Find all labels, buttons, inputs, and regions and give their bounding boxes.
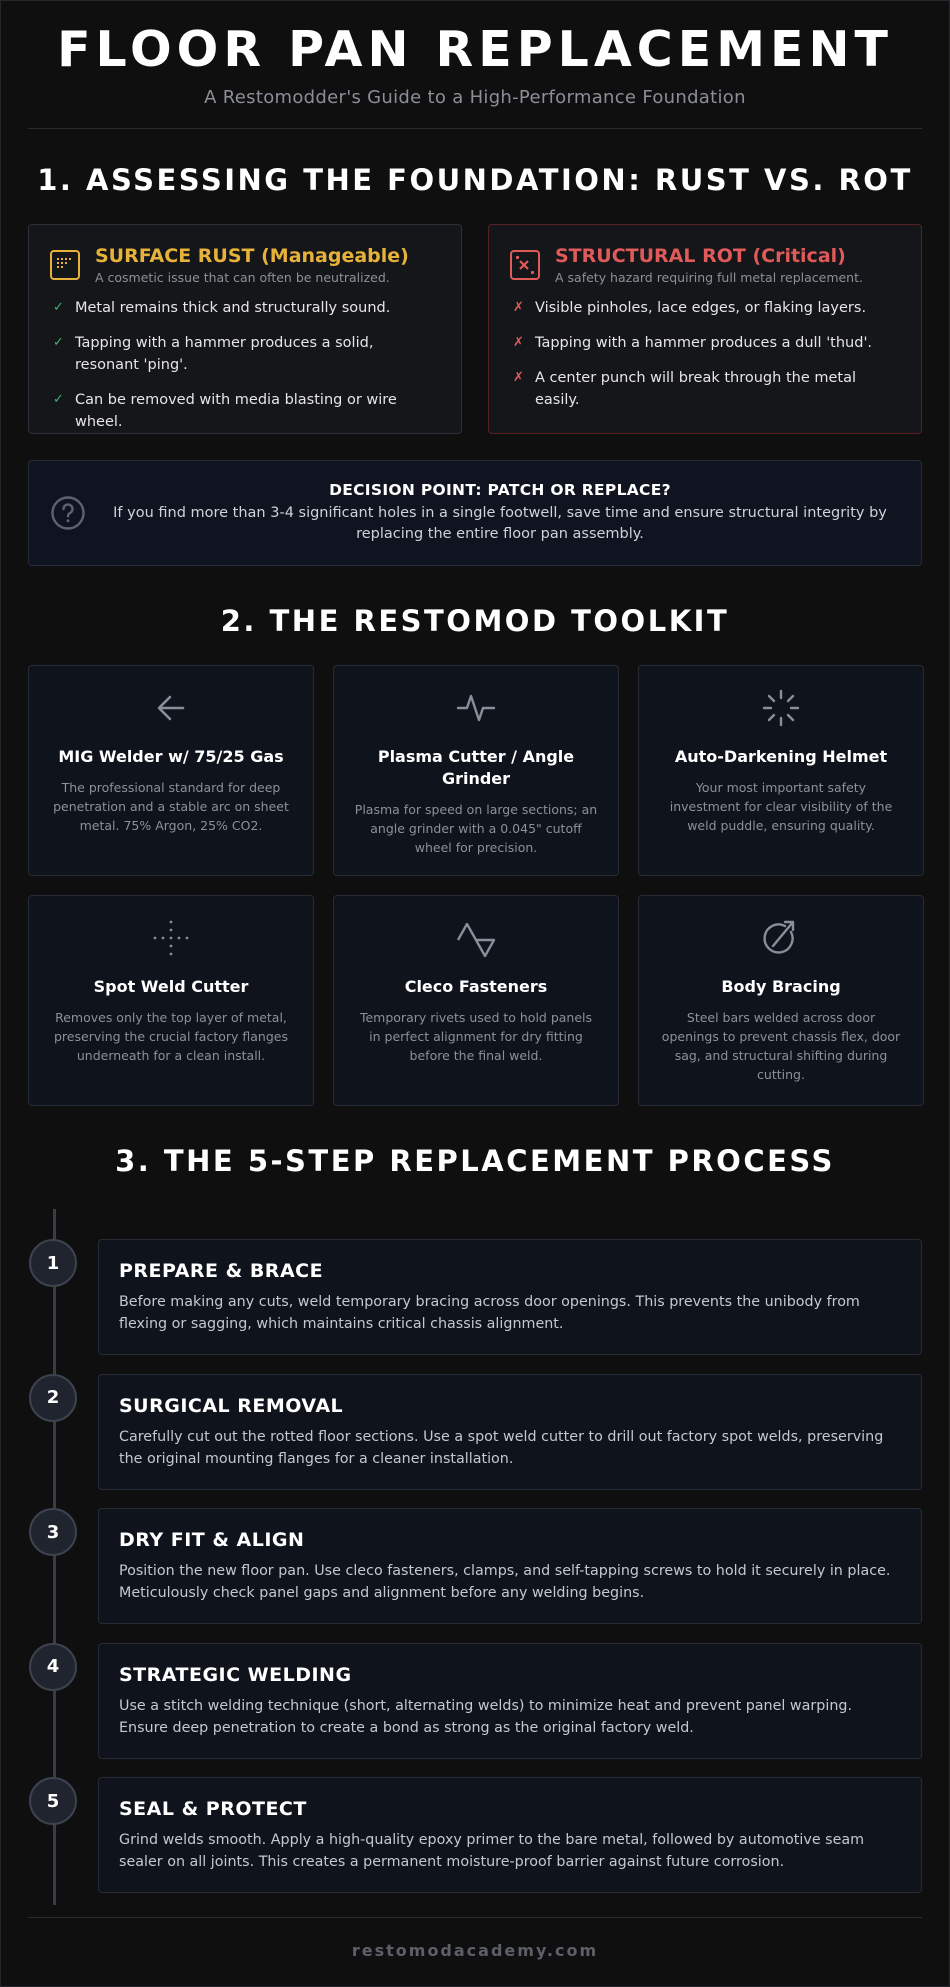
- tool-card: [333, 895, 619, 1106]
- tool-name: MIG Welder w/ 75/25 Gas: [58, 747, 284, 766]
- step-number-badge: 4: [29, 1643, 77, 1691]
- surface-rust-list: [49, 297, 441, 433]
- check-icon: ✓: [53, 300, 64, 315]
- footer-site-link[interactable]: restomodacademy.com: [351, 1941, 599, 1960]
- cross-square-icon: [509, 249, 541, 281]
- process-step: [28, 1747, 922, 1870]
- surface-rust-desc: A cosmetic issue that can often be neutralized.: [95, 270, 390, 285]
- step-number-badge: 2: [29, 1374, 77, 1422]
- question-circle-icon: [50, 495, 86, 531]
- step-text: Grind welds smooth. Apply a high-quality epoxy primer to the bare metal, followed by automotive seam sealer on all joints. This creates a permanent moisture-proof barrier against future corrosion.: [119, 1832, 865, 1870]
- structural-rot-desc: A safety hazard requiring full metal replacement.: [555, 270, 863, 285]
- structural-rot-card: [488, 224, 922, 434]
- list-item: ✓ Metal remains thick and structurally sound.: [53, 297, 441, 319]
- check-icon: ✓: [53, 335, 64, 350]
- step-title: STRATEGIC WELDING: [119, 1663, 352, 1686]
- list-item: ✗ A center punch will break through the metal easily.: [513, 367, 901, 411]
- step-text: Carefully cut out the rotted floor sections. Use a spot weld cutter to drill out factory spot welds, preserving the original mounting flanges for a cleaner installation.: [119, 1428, 884, 1467]
- tool-card: [28, 665, 314, 876]
- list-item: ✓ Tapping with a hammer produces a solid, resonant 'ping'.: [53, 332, 441, 376]
- tool-name: Body Bracing: [721, 977, 841, 996]
- process-timeline: [28, 1209, 922, 1870]
- step-card: [98, 1239, 922, 1355]
- step-card: [98, 1508, 922, 1624]
- decision-title: DECISION POINT: PATCH OR REPLACE?: [329, 481, 671, 499]
- step-text: Position the new floor pan. Use cleco fasteners, clamps, and self-tapping screws to hold it securely in place. Meticulously check panel gaps and alignment before any welding begins.: [119, 1563, 891, 1601]
- tool-desc: Plasma for speed on large sections; an angle grinder with a 0.045" cutoff wheel for precision.: [354, 802, 598, 855]
- page-subtitle: A Restomodder's Guide to a High-Performance Foundation: [204, 87, 746, 108]
- step-title: PREPARE & BRACE: [119, 1260, 324, 1282]
- list-item: ✓ Can be removed with media blasting or wire wheel.: [53, 389, 441, 433]
- tool-card: [638, 895, 924, 1106]
- section-toolkit-title: 2. THE RESTOMOD TOOLKIT: [220, 604, 730, 638]
- step-text: Before making any cuts, weld temporary bracing across door openings. This prevents the unibody from flexing or sagging, which maintains critical chassis alignment.: [119, 1294, 860, 1332]
- process-step: [28, 1478, 922, 1601]
- toolkit-grid: [28, 665, 922, 1106]
- decision-point-box: [28, 460, 922, 566]
- tool-name: Cleco Fasteners: [404, 977, 548, 996]
- tool-card: [638, 665, 924, 876]
- tool-name: Auto-Darkening Helmet: [674, 747, 888, 766]
- step-card: [98, 1374, 922, 1490]
- dotted-cross-icon: [151, 918, 191, 958]
- step-number-badge: 3: [29, 1508, 77, 1556]
- zigzag-triangle-icon: [456, 918, 496, 958]
- section-assess-title: 1. ASSESSING THE FOUNDATION: RUST VS. ROT: [37, 163, 913, 197]
- surface-rust-title: SURFACE RUST (Manageable): [95, 245, 409, 267]
- circle-arrow-icon: [761, 918, 801, 958]
- tool-desc: Temporary rivets used to hold panels in perfect alignment for dry fitting before the final weld.: [359, 1010, 593, 1063]
- tool-desc: Steel bars welded across door openings to prevent chassis flex, door sag, and structural shifting during cutting.: [661, 1010, 901, 1082]
- grid-square-icon: [49, 249, 81, 281]
- pulse-icon: [456, 688, 496, 728]
- list-item: ✗ Visible pinholes, lace edges, or flaking layers.: [513, 297, 901, 319]
- step-number-badge: 5: [29, 1777, 77, 1825]
- step-card: [98, 1643, 922, 1759]
- tool-desc: Your most important safety investment for clear visibility of the weld puddle, ensuring quality.: [669, 780, 893, 833]
- step-title: SURGICAL REMOVAL: [119, 1394, 344, 1417]
- cross-icon: ✗: [513, 370, 524, 385]
- tool-name: Plasma Cutter / Angle Grinder: [377, 747, 575, 788]
- arrow-left-icon: [151, 688, 191, 728]
- step-text: Use a stitch welding technique (short, alternating welds) to minimize heat and prevent panel warping. Ensure deep penetration to create a bond as strong as the original factory weld.: [119, 1697, 852, 1736]
- tool-desc: Removes only the top layer of metal, preserving the crucial factory flanges underneath for a clean install.: [54, 1010, 288, 1063]
- decision-text: If you find more than 3-4 significant holes in a single footwell, save time and ensure structural integrity by replacing the entire floor pan assembly.: [113, 505, 887, 542]
- process-step: [28, 1209, 922, 1332]
- tool-desc: The professional standard for deep penetration and a stable arc on sheet metal. 75% Argon, 25% CO2.: [53, 780, 289, 833]
- step-title: SEAL & PROTECT: [119, 1798, 307, 1820]
- surface-rust-card: [28, 224, 462, 434]
- tool-name: Spot Weld Cutter: [93, 977, 249, 996]
- cross-icon: ✗: [513, 335, 524, 350]
- rust-vs-rot-comparison: [28, 224, 922, 434]
- list-item: ✗ Tapping with a hammer produces a dull 'thud'.: [513, 332, 901, 354]
- page-footer: [28, 1917, 922, 1960]
- page-title: FLOOR PAN REPLACEMENT: [57, 21, 893, 78]
- section-process-title: 3. THE 5-STEP REPLACEMENT PROCESS: [115, 1144, 835, 1178]
- structural-rot-list: [509, 297, 901, 411]
- structural-rot-title: STRUCTURAL ROT (Critical): [555, 245, 846, 267]
- step-title: DRY FIT & ALIGN: [119, 1529, 305, 1551]
- loader-icon: [761, 688, 801, 728]
- cross-icon: ✗: [513, 300, 524, 315]
- process-step: [28, 1344, 922, 1467]
- tool-card: [333, 665, 619, 876]
- step-number-badge: 1: [29, 1239, 77, 1287]
- page-header: [28, 1, 922, 129]
- tool-card: [28, 895, 314, 1106]
- process-step: [28, 1613, 922, 1736]
- check-icon: ✓: [53, 392, 64, 407]
- step-card: [98, 1777, 922, 1893]
